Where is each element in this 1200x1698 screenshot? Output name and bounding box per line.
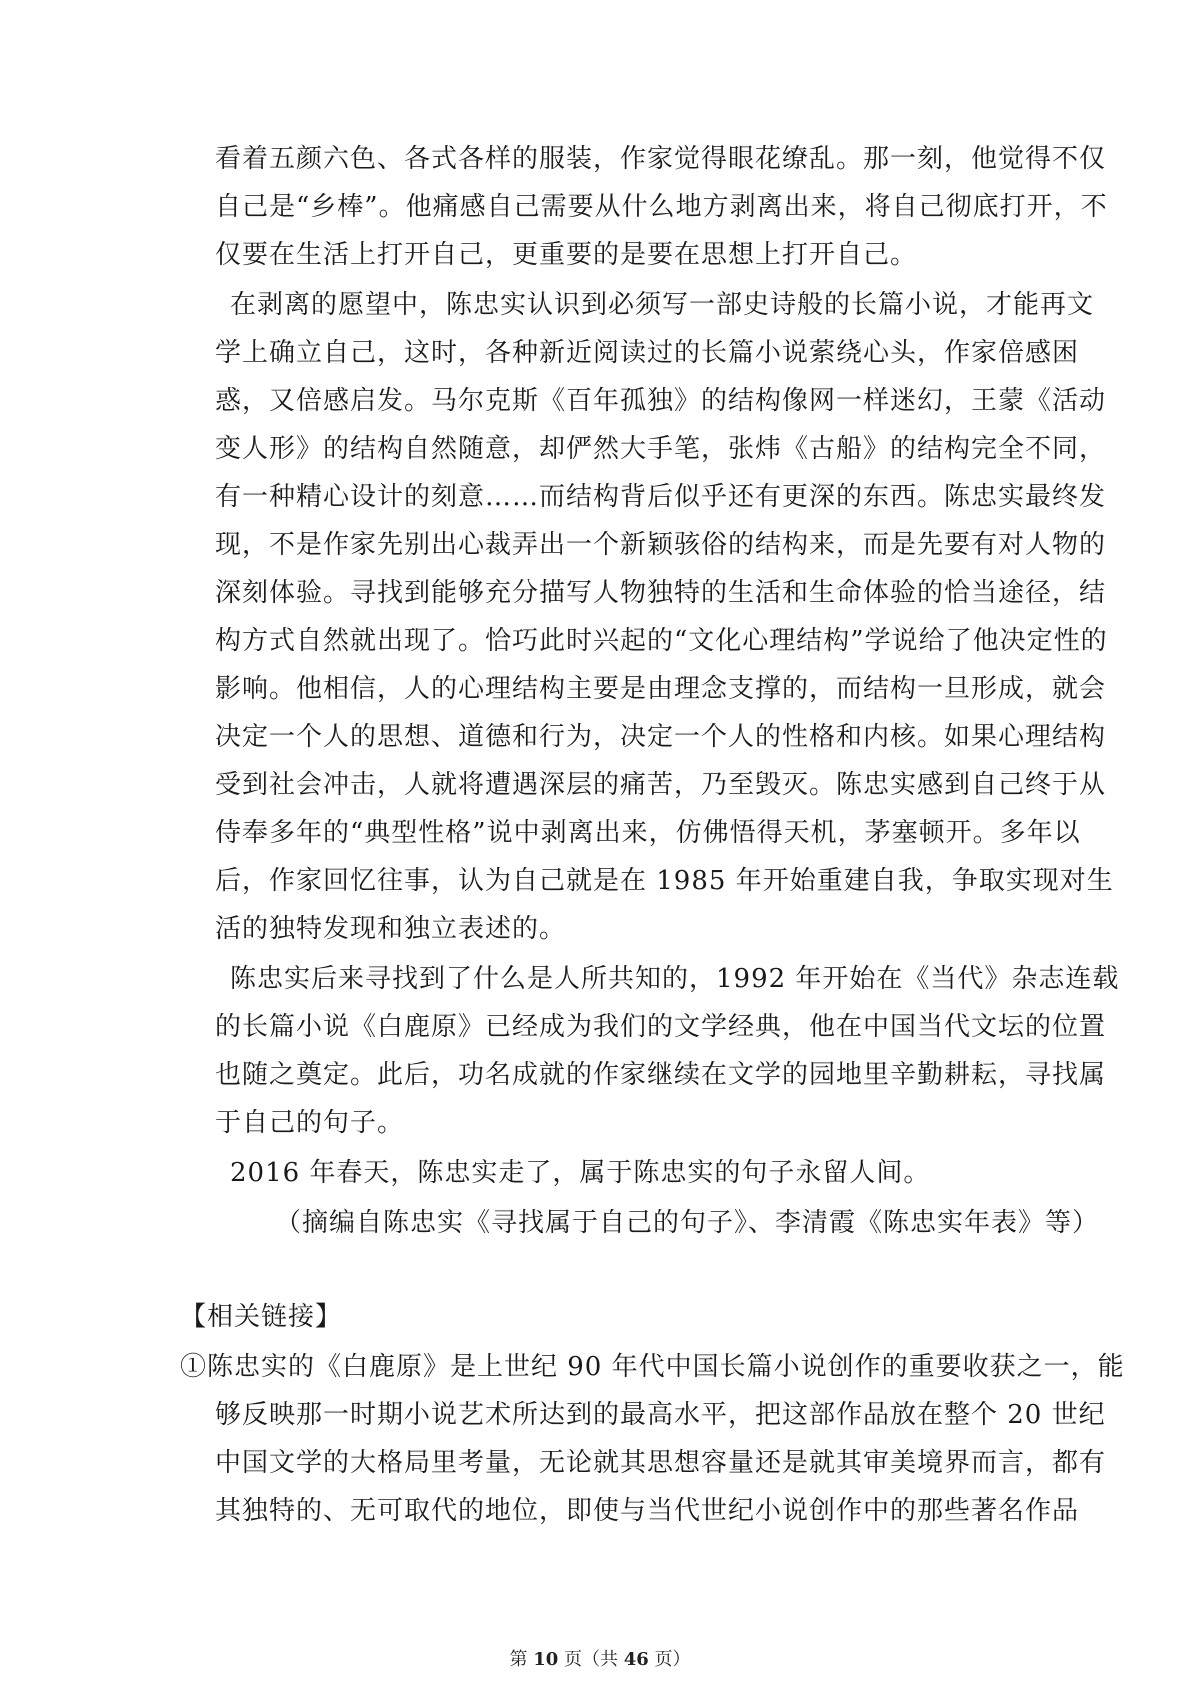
paragraph-first-line: 陈忠实后来寻找到了什么是人所共知的，1992 年开始在《当代》杂志连载: [230, 964, 1120, 994]
paragraph-first-line: 2016 年春天，陈忠实走了，属于陈忠实的句子永留人间。: [230, 1158, 931, 1188]
text-line: 的长篇小说《白鹿原》已经成为我们的文学经典，他在中国当代文坛的位置: [215, 1012, 1107, 1042]
current-page-number: 10: [533, 1649, 559, 1670]
related-links-heading: 【相关链接】: [180, 1302, 343, 1332]
text-line: 活的独特发现和独立表述的。: [215, 914, 567, 944]
text-line: 也随之奠定。此后，功名成就的作家继续在文学的园地里辛勤耕耘，寻找属: [215, 1060, 1107, 1090]
page-footer: [0, 1648, 1200, 1672]
text-line: 够反映那一时期小说艺术所达到的最高水平，把这部作品放在整个 20 世纪: [215, 1400, 1106, 1430]
text-line: 后，作家回忆往事，认为自己就是在 1985 年开始重建自我，争取实现对生: [215, 866, 1114, 896]
text-line: 决定一个人的思想、道德和行为，决定一个人的性格和内核。如果心理结构: [215, 722, 1107, 752]
related-item-first-line: ①陈忠实的《白鹿原》是上世纪 90 年代中国长篇小说创作的重要收获之一，能: [180, 1352, 1125, 1382]
text-line: 仅要在生活上打开自己，更重要的是要在思想上打开自己。: [215, 240, 918, 270]
source-attribution: （摘编自陈忠实《寻找属于自己的句子》、李清霞《陈忠实年表》等）: [275, 1208, 1100, 1238]
text-line: 现，不是作家先别出心裁弄出一个新颖骇俗的结构来，而是先要有对人物的: [215, 530, 1107, 560]
text-line: 深刻体验。寻找到能够充分描写人物独特的生活和生命体验的恰当途径，结: [215, 578, 1107, 608]
text-line: 中国文学的大格局里考量，无论就其思想容量还是就其审美境界而言，都有: [215, 1448, 1107, 1478]
footer-prefix: 第: [509, 1649, 534, 1670]
footer-middle: 页（共: [558, 1649, 624, 1670]
text-line: 受到社会冲击，人就将遭遇深层的痛苦，乃至毁灭。陈忠实感到自己终于从: [215, 770, 1107, 800]
text-line: 其独特的、无可取代的地位，即使与当代世纪小说创作中的那些著名作品: [215, 1496, 1080, 1526]
text-line: 构方式自然就出现了。恰巧此时兴起的“文化心理结构”学说给了他决定性的: [215, 626, 1108, 656]
text-line: 有一种精心设计的刻意……而结构背后似乎还有更深的东西。陈忠实最终发: [215, 482, 1107, 512]
text-line: 惑，又倍感启发。马尔克斯《百年孤独》的结构像网一样迷幻，王蒙《活动: [215, 386, 1107, 416]
footer-suffix: 页）: [648, 1649, 691, 1670]
text-line: 影响。他相信，人的心理结构主要是由理念支撑的，而结构一旦形成，就会: [215, 674, 1107, 704]
text-line: 自己是“乡棒”。他痛感自己需要从什么地方剥离出来，将自己彻底打开，不: [215, 192, 1108, 222]
text-line: 于自己的句子。: [215, 1108, 405, 1138]
text-line: 变人形》的结构自然随意，却俨然大手笔，张炜《古船》的结构完全不同，: [215, 434, 1107, 464]
text-line: 看着五颜六色、各式各样的服装，作家觉得眼花缭乱。那一刻，他觉得不仅: [215, 144, 1107, 174]
text-line: 侍奉多年的“典型性格”说中剥离出来，仿佛悟得天机，茅塞顿开。多年以: [215, 818, 1081, 848]
text-line: 学上确立自己，这时，各种新近阅读过的长篇小说萦绕心头，作家倍感困: [215, 338, 1080, 368]
total-page-count: 46: [623, 1649, 649, 1670]
paragraph-first-line: 在剥离的愿望中，陈忠实认识到必须写一部史诗般的长篇小说，才能再文: [230, 290, 1095, 320]
